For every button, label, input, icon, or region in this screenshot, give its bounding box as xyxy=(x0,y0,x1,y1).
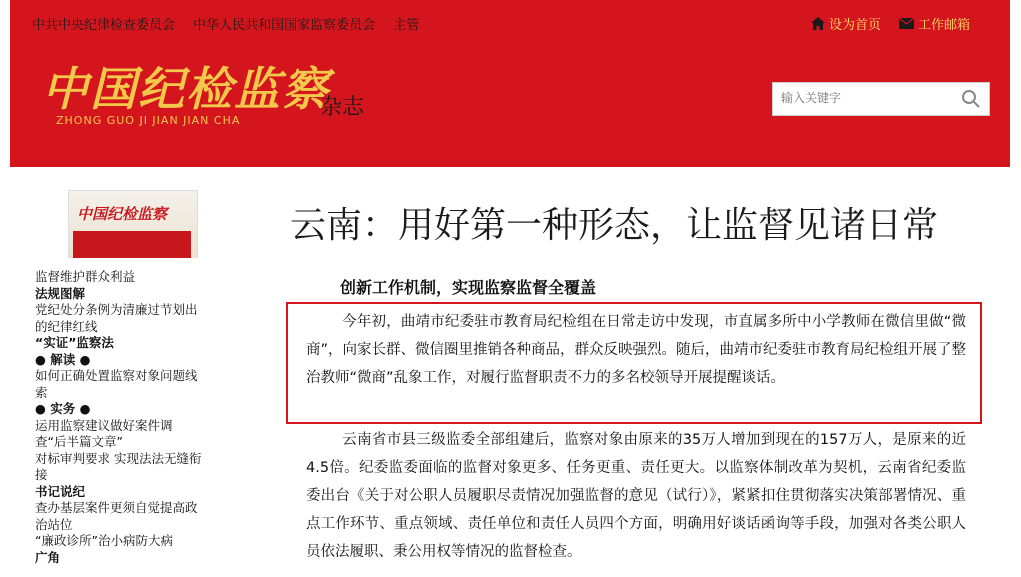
logo-text-en: ZHONG GUO JI JIAN JIAN CHA xyxy=(56,114,241,127)
search-input[interactable] xyxy=(773,83,959,113)
sidebar-section-heading: ● 解读 ● xyxy=(35,351,91,367)
sidebar-link[interactable]: 查“后半篇文章” xyxy=(35,434,123,449)
logo-text-cn: 中国纪检监察 xyxy=(42,62,330,116)
mail-icon xyxy=(899,18,914,29)
sidebar-link[interactable]: “廉政诊所”治小病防大病 xyxy=(35,533,173,548)
sidebar-section-heading: “实证”监察法 xyxy=(35,335,114,350)
article-paragraph-1 xyxy=(306,308,966,392)
work-email-link[interactable] xyxy=(899,14,970,33)
search-icon[interactable] xyxy=(961,89,981,109)
sidebar-link[interactable]: 如何正确处置监察对象问题线 xyxy=(35,368,198,383)
nav-label-sponsor: 主管 xyxy=(393,18,420,33)
sidebar-link[interactable]: 查办基层案件更须自觉提高政 xyxy=(35,500,198,515)
nav-link-ccdi[interactable]: 中共中央纪律检查委员会 xyxy=(32,18,176,33)
top-right-links xyxy=(811,14,970,33)
article-paragraph-2 xyxy=(306,426,966,566)
sidebar-link[interactable]: 治站位 xyxy=(35,516,73,532)
cover-title: 中国纪检监察 xyxy=(77,205,168,223)
sidebar-link[interactable]: 接 xyxy=(35,467,48,482)
site-logo[interactable] xyxy=(42,62,365,127)
set-home-label: 设为首页 xyxy=(828,18,881,33)
sidebar-section-heading: 书记说纪 xyxy=(35,483,86,499)
paragraph-1-text: 今年初，曲靖市纪委驻市教育局纪检组在日常走访中发现，市直属多所中小学教师在微信里做“微商”，向家长群、微信圈里推销各种商品，群众反映强烈。随后，曲靖市纪委驻市教育局纪检组开展了整治教师“微商”乱象工作，对履行监督职责不力的多名校领导开展提醒谈话。 xyxy=(306,314,967,386)
cover-red-band xyxy=(73,231,191,261)
sidebar-toc xyxy=(0,258,262,577)
sidebar-link[interactable]: 党纪处分条例为清廉过节划出 xyxy=(35,302,198,317)
sidebar-section-heading: ● 实务 ● xyxy=(35,401,91,416)
work-email-label: 工作邮箱 xyxy=(917,18,970,33)
sidebar-section-heading: 法规图解 xyxy=(35,285,86,301)
sidebar-link[interactable]: 监督维护群众利益 xyxy=(35,269,136,284)
sidebar-section-heading: 广角 xyxy=(35,549,61,565)
nav-link-nsc[interactable]: 中华人民共和国国家监察委员会 xyxy=(193,18,376,33)
top-nav xyxy=(32,14,433,33)
sidebar-link[interactable]: 索 xyxy=(35,384,48,400)
article-subhead: 创新工作机制，实现监察监督全覆盖 xyxy=(340,278,597,297)
sidebar-link[interactable]: 的纪律红线 xyxy=(35,318,98,334)
set-home-link[interactable] xyxy=(811,14,881,33)
site-header xyxy=(10,0,1010,167)
sidebar-link[interactable]: 运用监察建议做好案件调 xyxy=(35,417,173,433)
search-box xyxy=(772,82,990,116)
logo-suffix: 杂志 xyxy=(320,95,365,120)
article-title: 云南：用好第一种形态，让监督见诸日常 xyxy=(290,205,939,246)
paragraph-2-text: 云南省市县三级监委全部组建后，监察对象由原来的35万人增加到现在的157万人，是原来的近4.5倍。纪委监委面临的监督对象更多、任务更重、责任更大。以监察体制改革为契机，云南省纪委监委出台《关于对公职人员履职尽责情况加强监督的意见（试行）》，紧紧扣住贯彻落实决策部署情况、重点工作环节、重点领域、责任单位和责任人员四个方面，明确用好谈话函询等手段，加强对各类公职人员依法履职、秉公用权等情况的监督检查。 xyxy=(306,432,966,560)
sidebar-link[interactable]: 对标审判要求 实现法法无缝衔 xyxy=(35,450,202,466)
home-icon xyxy=(811,17,825,30)
